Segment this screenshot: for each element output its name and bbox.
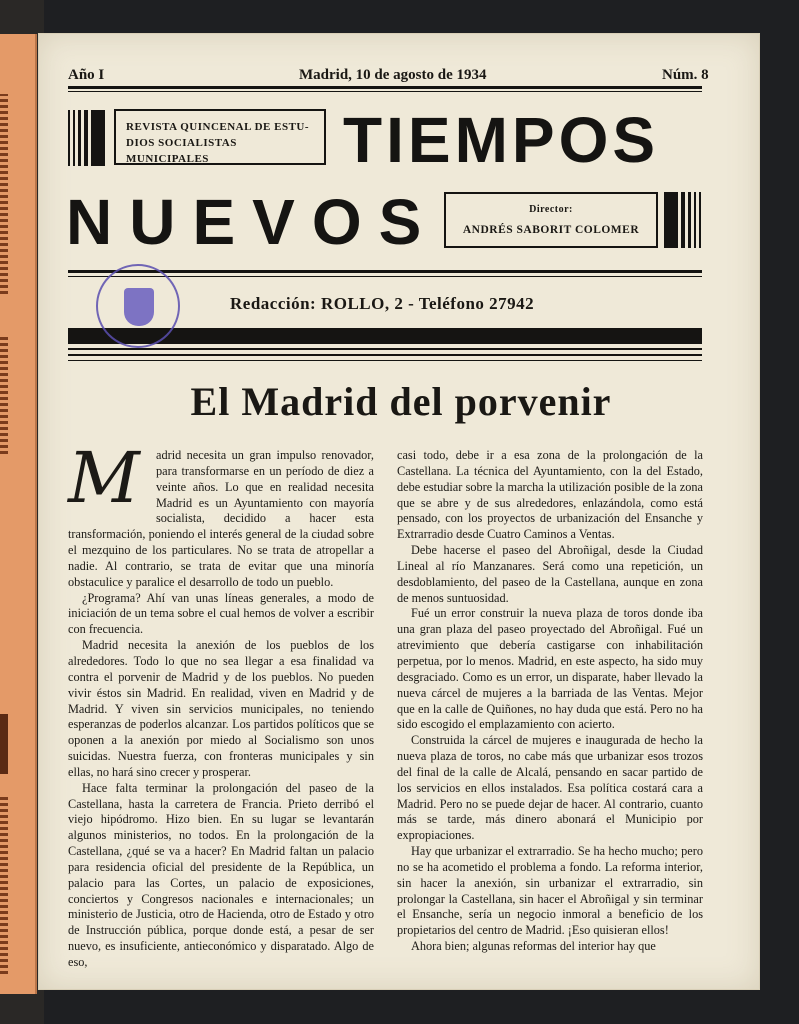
cover-pattern [0,794,8,974]
drop-cap: M [68,437,140,519]
paragraph: casi todo, debe ir a esa zona de la prolongación de la Castellana. La técnica del Ayuntamiento, con la del Estado, debe estudiar sobre la marcha la utilización posible de la zona que se abre y de sus alrededores, enlazándola, como está pensado, con los proyectos de urbanización del Ensanche y Extrarradio desde Cuatro Caminos a Ventas. [397,448,703,542]
subtitle-box [114,109,326,165]
paragraph: Hace falta terminar la prolongación del paseo de la Castellana, hasta la carretera de Francia. Prieto derribó el viejo hipódromo. Hizo bien. En su lugar se levantarán algunos ministerios, no todos. En la prolongación de la Castellana, ¿qué se va a hacer? En Madrid faltan un palacio para residencia oficial del presidente de la República, un palacio para las Cortes, un palacio de exposiciones, conciertos y Congresos nacionales e internacionales; un ministerio de Justicia, otro de Hacienda, otro de Estado y otro de Instrucción pública, porque donde está, a pesar de ser nuevo, es insuficiente, antieconómico y disparatado. Algo de eso, [68,780,374,969]
article-title: El Madrid del porvenir [190,379,612,424]
band-rule [68,360,702,361]
decorative-bars [68,110,105,166]
issue-number: Núm. 8 [662,67,709,83]
paragraph: Ahora bien; algunas reformas del interior hay que [411,939,656,954]
paragraph: Construida la cárcel de mujeres e inaugurada de hecho la nueva plaza de toros, no cabe más que urbanizar esos trozos del final de la calle de Alcalá, pensando en sacar partido de los servicios en ellos instalados. Esa política costará cara a Madrid. Pero no se puede dejar de hacer. Al contrario, cuanto más se tarde, más dinero abonará el Municipio por expropiaciones. [397,733,703,843]
cover-pattern [0,714,8,774]
article-column-right [397,448,703,955]
paragraph [68,437,374,591]
cover-pattern [0,334,8,454]
article-column-left [68,437,374,971]
paragraph: ¿Programa? Ahí van unas líneas generales, a modo de iniciación de un tema sobre el cual hemos de volver a escribir con frecuencia. [68,590,374,637]
paragraph: Madrid necesita la anexión de los pueblos de los alrededores. Todo lo que no sea llegar a esa finalidad va contra el porvenir de Madrid y de los pueblos. No pueden vivir éstos sin Madrid. En realidad, viven en Madrid y de Madrid. Y viven sin servicios municipales, no teniendo esperanzas de poderlos alcanzar. Los partidos políticos que se oponen a la anexión por miedo al Socialismo son unos suicidas. Nuestra fuerza, con fronteras municipales y sin ellas, no hará sino crecer y prosperar. [68,638,374,779]
header-rule [68,91,702,92]
header-rule [68,86,702,89]
redaccion-line: Redacción: ROLLO, 2 - Teléfono 27942 [230,294,535,313]
library-stamp [96,264,180,348]
director-label: Director: [529,204,573,215]
band-rule [68,354,702,356]
stamp-shield-icon [124,288,154,326]
subtitle-text: REVISTA QUINCENAL DE ESTU-DIOS SOCIALISTAS MUNICIPALES [126,121,310,165]
band-rule [68,348,702,350]
paragraph: Debe hacerse el paseo del Abroñigal, desde la Ciudad Lineal al río Manzanares. Será como una repetición, un desdoblamiento, del paseo de la Castellana, aunque en zona de menos suntuosidad. [397,543,703,605]
issue-year: Año I [68,67,105,83]
issue-date: Madrid, 10 de agosto de 1934 [299,67,487,83]
paragraph: Hay que urbanizar el extrarradio. Se ha hecho mucho; pero no se ha acometido el problema a fondo. La reforma interior, sin hacer la anexión, sin urbanizar el extrarradio, sin prolongar la Castellana, sin hacer el Abroñigal y sin terminar el Ensanche, sería un negocio inmoral a beneficio de los propietarios del centro de Madrid. ¡Eso quisieran ellos! [397,844,703,938]
decorative-bars [664,192,701,248]
cover-edge [0,34,37,994]
director-box [444,192,658,248]
cover-pattern [0,94,8,294]
paragraph-text: adrid necesita un gran impulso renovador, para transformarse en un período de diez a veinte años. Lo que en realidad necesita Madrid es un Ayuntamiento con mayoría socialista, decidido a hacer esta transformación, poniendo el interés general de la ciudad sobre el mezquino de los particulares. No se trata de atropellar a nadie. Al contrario, se trata de evitar que una minoría obstaculice y paralice el desarrollo de todo un pueblo. [68,448,374,589]
title-tiempos: TIEMPOS [343,104,660,176]
paragraph: Fué un error construir la nueva plaza de toros donde iba una gran plaza del paseo proyectado del Abroñigal. Fué un atrevimiento que debería castigarse con inhabilitación perpetua, por lo menos. Madrid, en este aspecto, ha sido muy desgraciado. Como es un error, un disparate, haber llevado la nueva cárcel de mujeres a la barriada de las Ventas. Mejor que en la calle de Quiñones, no hay duda que está. Pero no ha sido escogido el emplazamiento con acierto. [397,606,703,732]
title-nuevos: NUEVOS [66,186,439,258]
director-name: ANDRÉS SABORIT COLOMER [462,224,640,236]
